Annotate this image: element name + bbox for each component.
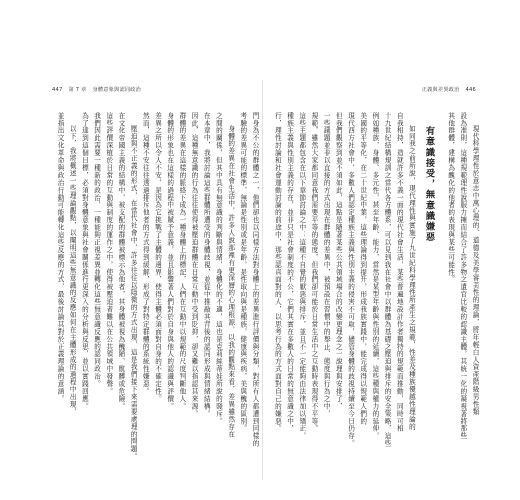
text-column: 現代西方社會中，多數人們認定種族主義與性別主義的侵害不可取，儘管身體的歧視持續至今日仍存。 [346,112,355,448]
left-chapter-title: 身體意象與認同政治 [92,87,141,93]
text-column: 種族主義與性別主義的存在，並非只是社會制度的不公，它們其實在多數人的日常的無意識之中， [285,112,294,433]
text-column: 群體的差異在這樣的脈絡下成為一種身體上的標記，人們在互動中以規範的尺度判斷他人。 [177,112,186,410]
text-column: 身體的形象也在這樣的過程中被賦予意義，並且影響著人們對於自身與他人的認識與評價。 [165,112,174,410]
text-column: 其他群體，建構為醜化的他者的表現與某些可能性。 [446,112,455,284]
text-column: 但我們觀察到並不須如此，這點是隨著某些公共領域場合的改變更理念之一說理與安排了， [334,112,343,410]
right-running-head [416,86,476,93]
text-column: 現代科學理性於意志中萬心理的、道德及美學審美性的理論，將年輕白人資產階級男性類 [471,125,479,416]
left-running-head [52,86,147,93]
text-column: 考驗的差異可能的標準，無論是性別或是年齡，是性取向與是種族，健康與疾病，美與醜的區別。 [238,112,247,433]
text-column: 十九世紀結構規訓之當代各方體系，可以見到我在社會中以群體為基礎之壓迫與排斥的安全策略，這些 [383,112,392,448]
text-column: 設為准則，這種規範理性說服力擁而結合了許多物之遺官比較的認識主體，其統一化的凝視著將那些 [458,112,467,440]
right-page-body [268,112,479,448]
section-heading: 有意識接受，無意識嫌惡 [423,126,435,243]
text-column: 然而，這種不安往往透過排斥他者的方式得到緩解，形成了對特定群體的系統性嫌惡。 [141,112,150,396]
text-column: 例如種族，身體、多元性，甚至年齡、能力，當然是某型年齡與性別的延續，這些種與權力的延伸， [370,112,379,440]
text-column: 自我相持，造就許多不義一面的現代社會生活，某些普遍地設計作者獨特的規範而推動，同時可相 [395,112,404,433]
page-gutter [262,80,263,480]
text-column: 我們因此需要一種新的政治，一種能夠正視差異並轉化這些無意識反應的認同政治。 [92,112,101,388]
text-column: 美國的平等化，在二十世紀中葉，這些理論得到提升，形成我族實踐中，能完成得以規範人們的 [358,112,367,425]
right-page-number: 446 [465,87,476,93]
text-column: 壓迫與不正義的形式，在當代社會中，許多往往以隱微的方式出現，這是我們接下來需要處理的問題。 [129,125,138,461]
text-column: 規範，雖然大家都同意我們需要平等的態度，但我們卻可能於日常生活中之互動時表現得不平等。 [309,112,318,433]
text-column: 在文化帝國主義的結構中，被支配的群體被標示為他者，其身體被視為醜陋、骯髒或危險。 [116,112,125,410]
right-book-title: 正義與差異政治 [421,87,460,93]
text-column: 以下，我將概述一些理論觀點，以闡明這些無意識的反應如何在主體形成的過程中出現， [68,125,77,416]
text-column: 因此，這種無意識的行為往往使得被壓迫群體在日常互動中受到貶抑，卻又難以指認其來源。 [190,112,199,418]
text-column: 行，理性討論和社會運動討論的前途中，那些認真面對的人，以思考行為的方式面對自己的嫌惡。 [273,112,282,433]
left-chapter-label: 第 7 章 [68,87,87,93]
text-column: 身體的差異在社會生活中，許多人說那裡有更深層的心理根源，以我的觀點來看，差異雖然存在 [226,125,235,438]
left-page-number: 447 [52,87,63,93]
text-column: 為了達到這個目標，必須對身體意象與社會關係進行更深入的分析與反思，並以實踐回應。 [80,112,89,410]
text-column: 差異之所以令人不安，是因為它挑戰了主體的邊界，使得主體必須面對自身的不確定性。 [153,112,162,403]
text-column: 之間的關係，但其中具有無意識的判斷與情緒，身體化的不適，這也是克莉絲蒂娃所說的賤斥。 [214,112,223,425]
text-column: 這些主題都包含在以下章節討論之中：這種不自覺的厭惡與排斥，並且不一定能夠由法律加以矯正， [297,112,306,440]
text-column: 門身為不公的群體之一，他們卻也以同樣方法對身體上的差異進行評價與分類，對所有人都遭到同樣的 [251,112,259,448]
text-column: 這些評價深植於日常的互動與制度的運作之中，使得被壓迫者難以在公共領域中發聲。 [104,112,113,396]
text-column: 在本章中，我將討論這些群體所遭受的身體歧視，並從中推敲其背後的認同形成與情緒結構。 [202,112,211,418]
text-column: 如同我之前所說，現代理性與實施了九世紀科學理性所產生之規範，性差及種族優越性理論的 [407,125,416,431]
left-page-body [50,112,259,461]
text-column: 並指出文化革命與政治行動可能轉化這些反應的方式，最後討論其對於正義理論的意涵。 [56,112,64,403]
text-column: 一些議題並非以直接的方式出現在群體的差異中，被預設在習慣中的舉止、態度與行為之中， [322,112,331,418]
